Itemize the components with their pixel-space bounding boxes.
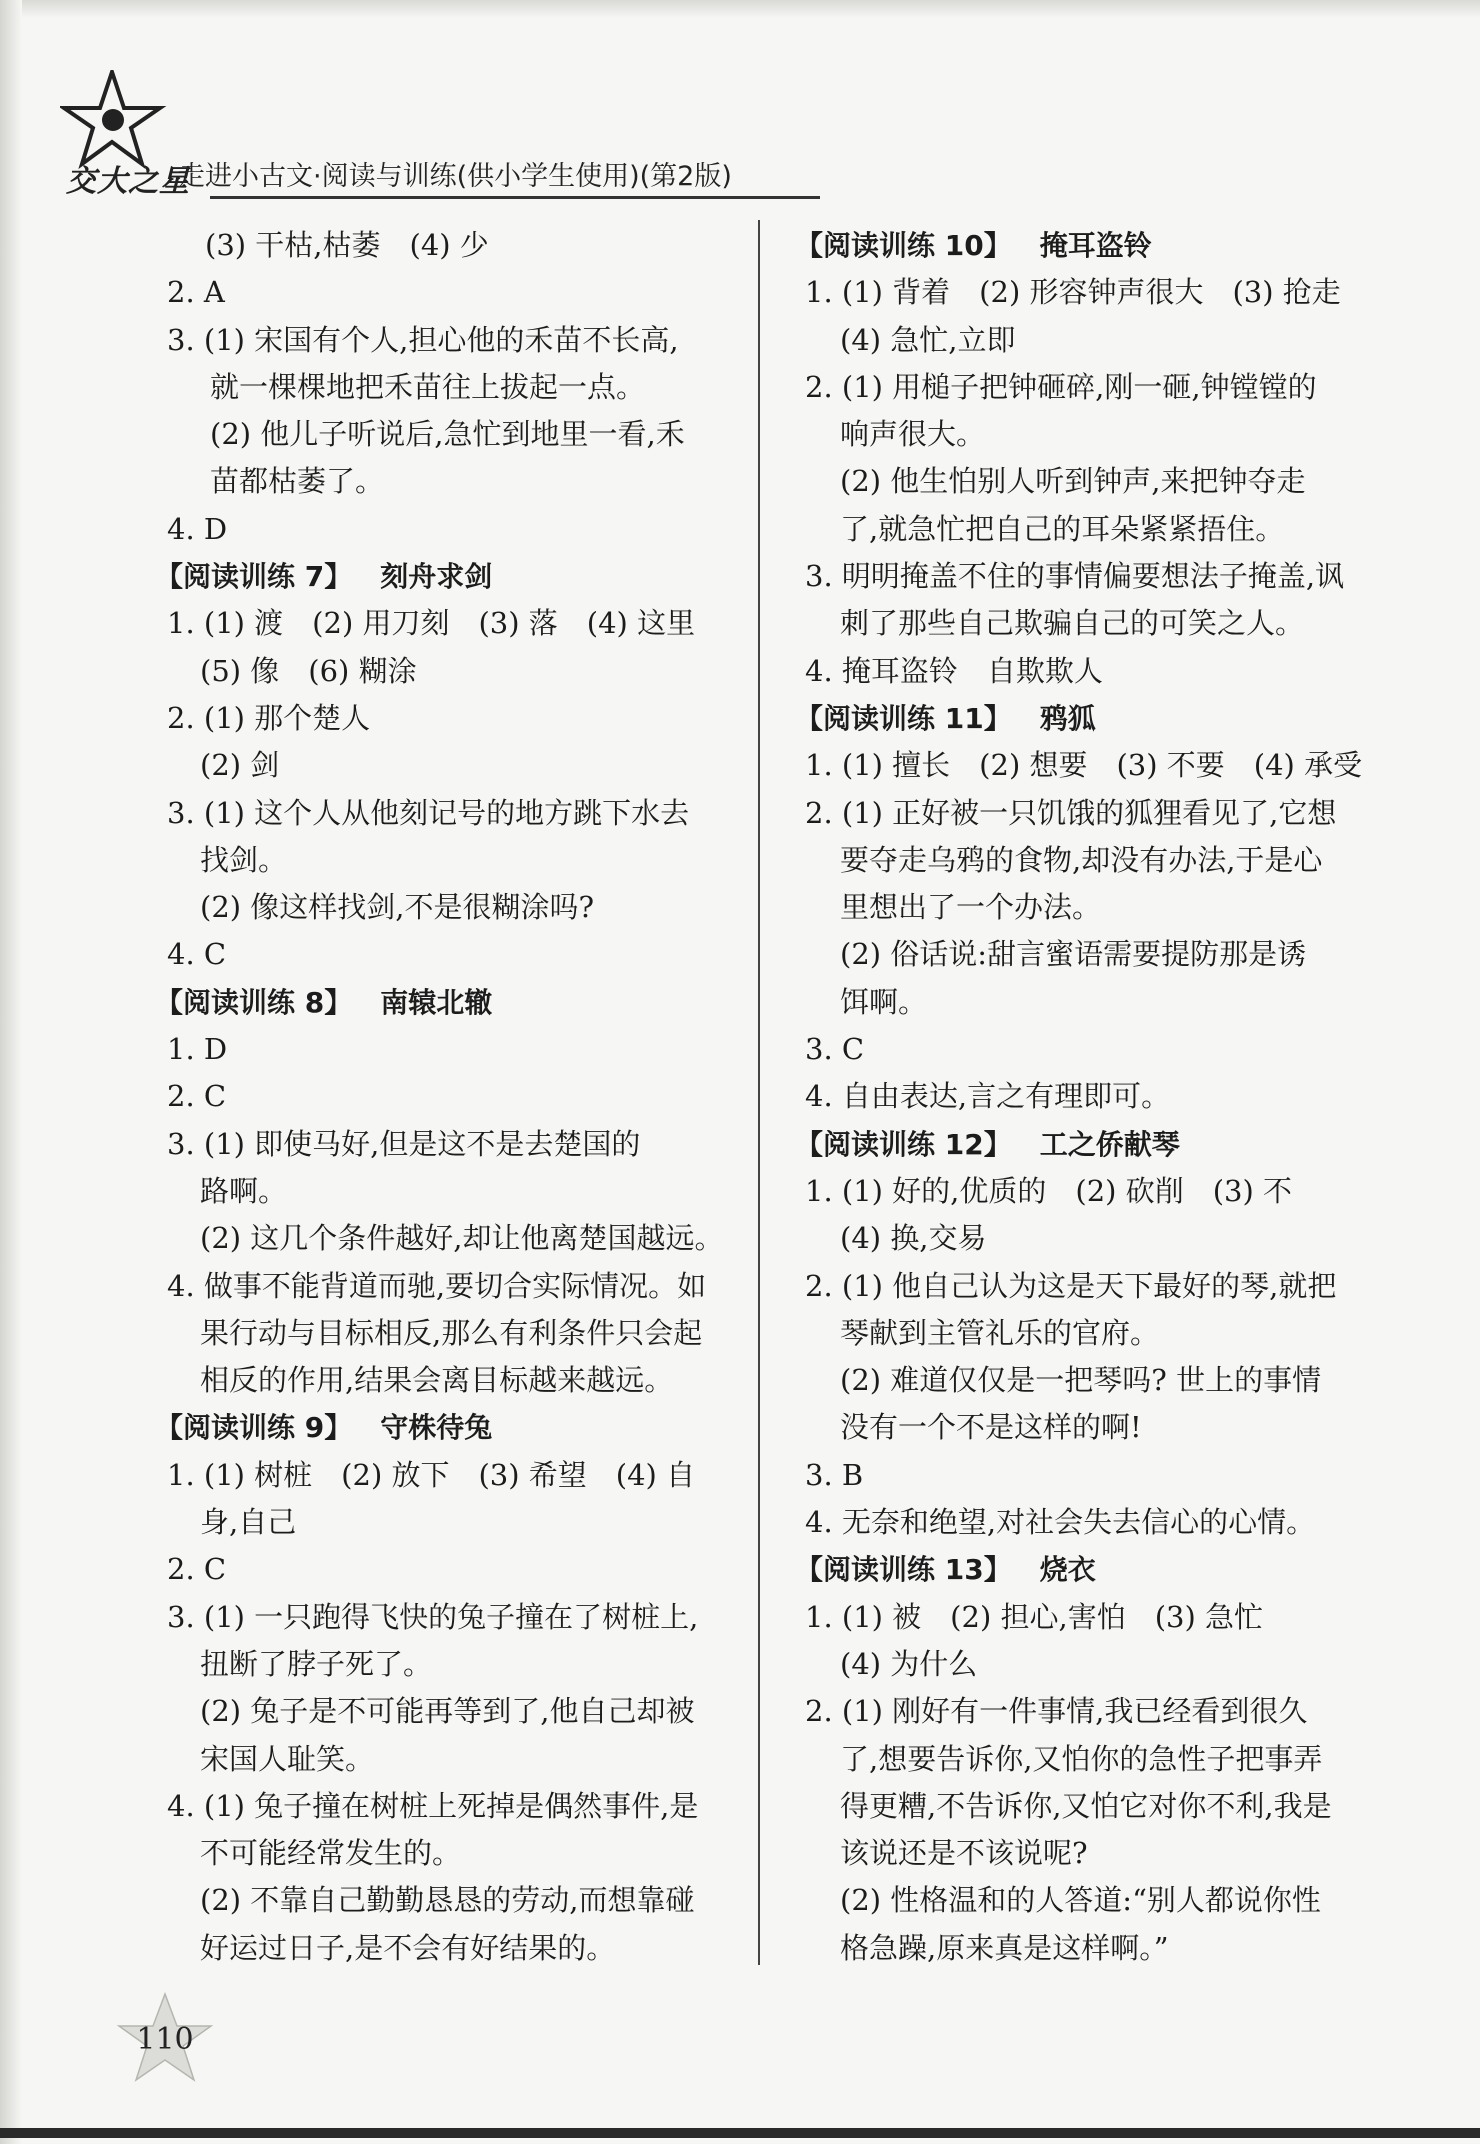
page-edge-shadow [0, 0, 1480, 18]
column-divider [758, 220, 760, 1965]
answer-line: 就一棵棵地把禾苗往上拔起一点。 [210, 369, 646, 404]
answer-line: 3. 明明掩盖不住的事情偏要想法子掩盖,讽 [805, 559, 1345, 594]
logo-text: 交大之星 [66, 164, 190, 199]
answer-line: 4. (1) 兔子撞在树桩上死掉是偶然事件,是 [167, 1788, 699, 1823]
answer-line: (5) 像 (6) 糊涂 [200, 653, 417, 688]
answer-line: 不可能经常发生的。 [200, 1836, 462, 1871]
answer-line: (2) 兔子是不可能再等到了,他自己却被 [200, 1694, 695, 1729]
section-title: 烧衣 [1039, 1553, 1096, 1587]
answer-line: 果行动与目标相反,那么有利条件只会起 [200, 1315, 703, 1350]
answer-line: 得更糟,不告诉你,又怕它对你不利,我是 [840, 1788, 1332, 1823]
answer-line: (2) 不靠自己勤勤恳恳的劳动,而想靠碰 [200, 1883, 695, 1918]
answer-line: 2. (1) 他自己认为这是天下最好的琴,就把 [805, 1268, 1337, 1303]
answer-line: 要夺走乌鸦的食物,却没有办法,于是心 [840, 842, 1323, 877]
answer-line: 3. (1) 宋国有个人,担心他的禾苗不长高, [167, 322, 679, 357]
answer-line: 2. (1) 正好被一只饥饿的狐狸看见了,它想 [805, 795, 1337, 830]
answer-line: 1. (1) 擅长 (2) 想要 (3) 不要 (4) 承受 [805, 748, 1363, 783]
section-label: 【阅读训练 12】 [795, 1127, 1012, 1161]
section-title: 南辕北辙 [380, 985, 493, 1019]
answer-line: 扭断了脖子死了。 [200, 1646, 433, 1681]
answer-line: 4. 掩耳盗铃 自欺欺人 [805, 653, 1103, 688]
answer-line: 2. A [167, 275, 225, 310]
answer-line: 4. D [167, 511, 228, 546]
bottom-rule [0, 2128, 1480, 2138]
answer-line: 没有一个不是这样的啊! [840, 1410, 1142, 1445]
section-label: 【阅读训练 8】 [155, 985, 353, 1019]
answer-line: (2) 难道仅仅是一把琴吗? 世上的事情 [840, 1363, 1322, 1398]
section-label: 【阅读训练 9】 [155, 1411, 353, 1445]
answer-line: 饵啊。 [840, 984, 928, 1019]
answer-line: 刺了那些自己欺骗自己的可笑之人。 [840, 606, 1305, 641]
section-heading [795, 1121, 1385, 1168]
section-label: 【阅读训练 7】 [155, 560, 353, 594]
answer-line: 苗都枯萎了。 [210, 464, 385, 499]
answer-line: 1. (1) 好的,优质的 (2) 砍削 (3) 不 [805, 1173, 1292, 1208]
section-title: 鸦狐 [1039, 701, 1096, 735]
answer-line: (3) 干枯,枯萎 (4) 少 [205, 228, 489, 262]
answer-line: (2) 他生怕别人听到钟声,来把钟夺走 [840, 464, 1306, 499]
answer-line: 4. C [167, 937, 227, 972]
section-label: 【阅读训练 10】 [795, 229, 1012, 262]
answer-line: 里想出了一个办法。 [840, 890, 1102, 925]
answer-line: 好运过日子,是不会有好结果的。 [200, 1930, 616, 1965]
answer-line: 该说还是不该说呢? [840, 1836, 1088, 1871]
answer-line: 1. (1) 背着 (2) 形容钟声很大 (3) 抢走 [805, 275, 1341, 310]
answer-line: 1. (1) 被 (2) 担心,害怕 (3) 急忙 [805, 1599, 1263, 1634]
answer-line: 2. C [167, 1552, 227, 1587]
answer-line: 琴献到主管礼乐的官府。 [840, 1315, 1160, 1350]
answer-line: 宋国人耻笑。 [200, 1741, 375, 1776]
answer-line: 3. (1) 一只跑得飞快的兔子撞在了树桩上, [167, 1599, 699, 1634]
answer-line: 了,就急忙把自己的耳朵紧紧捂住。 [840, 511, 1285, 546]
answer-line: 1. D [167, 1032, 228, 1067]
answer-line: 2. (1) 那个楚人 [167, 700, 371, 735]
section-label: 【阅读训练 13】 [795, 1553, 1012, 1587]
answer-line: 3. (1) 这个人从他刻记号的地方跳下水去 [167, 795, 690, 830]
page-header [60, 70, 1440, 200]
answer-line: 3. B [805, 1457, 864, 1492]
section-label: 【阅读训练 11】 [795, 701, 1012, 735]
answer-line: (4) 为什么 [840, 1646, 978, 1681]
section-heading [155, 979, 750, 1026]
section-heading [795, 695, 1385, 742]
answer-line: 4. 做事不能背道而驰,要切合实际情况。如 [167, 1268, 707, 1303]
section-heading [795, 1546, 1385, 1593]
book-title: 走进小古文·阅读与训练(供小学生使用)(第2版) [178, 161, 732, 192]
page-number-badge [115, 1990, 215, 2090]
answer-line: (2) 他儿子听说后,急忙到地里一看,禾 [210, 417, 685, 452]
answer-line: 2. (1) 刚好有一件事情,我已经看到很久 [805, 1694, 1308, 1729]
answer-line: (2) 剑 [200, 748, 280, 783]
answer-line: 相反的作用,结果会离目标越来越远。 [200, 1363, 674, 1398]
section-heading [795, 222, 1385, 269]
right-column [795, 222, 1385, 1972]
answer-line: (2) 这几个条件越好,却让他离楚国越远。 [200, 1221, 724, 1256]
answer-line: (4) 换,交易 [840, 1221, 987, 1256]
section-heading [155, 1404, 750, 1451]
left-column [155, 222, 750, 1972]
section-title: 刻舟求剑 [380, 560, 493, 594]
answer-line: 2. C [167, 1079, 227, 1114]
answer-line: 了,想要告诉你,又怕你的急性子把事弄 [840, 1741, 1323, 1776]
header-rule [210, 196, 820, 199]
answer-line: 找剑。 [200, 842, 288, 877]
answer-line: 4. 无奈和绝望,对社会失去信心的心情。 [805, 1505, 1316, 1540]
page-gutter-shadow [0, 0, 22, 2144]
answer-line: 路啊。 [200, 1173, 288, 1208]
section-title: 掩耳盗铃 [1039, 229, 1152, 262]
answer-line: 身,自己 [200, 1505, 297, 1540]
answer-line: (2) 像这样找剑,不是很糊涂吗? [200, 890, 595, 925]
section-title: 工之侨献琴 [1039, 1127, 1180, 1161]
section-title: 守株待兔 [380, 1411, 493, 1445]
answer-line: (2) 性格温和的人答道:“别人都说你性 [840, 1883, 1321, 1918]
answer-line: 响声很大。 [840, 417, 986, 452]
answer-line: 2. (1) 用槌子把钟砸碎,刚一砸,钟镗镗的 [805, 369, 1317, 404]
answer-line: 1. (1) 渡 (2) 用刀刻 (3) 落 (4) 这里 [167, 606, 696, 641]
answer-line: (4) 急忙,立即 [840, 322, 1016, 357]
answer-line: 3. C [805, 1032, 865, 1067]
answer-line: 3. (1) 即使马好,但是这不是去楚国的 [167, 1126, 641, 1161]
answer-line: (2) 俗话说:甜言蜜语需要提防那是诱 [840, 937, 1307, 972]
page-number: 110 [136, 2022, 194, 2057]
answer-line: 格急躁,原来真是这样啊。” [840, 1930, 1169, 1965]
answer-line: 4. 自由表达,言之有理即可。 [805, 1079, 1171, 1114]
section-heading [155, 553, 750, 600]
answer-line: 1. (1) 树桩 (2) 放下 (3) 希望 (4) 自 [167, 1457, 696, 1492]
